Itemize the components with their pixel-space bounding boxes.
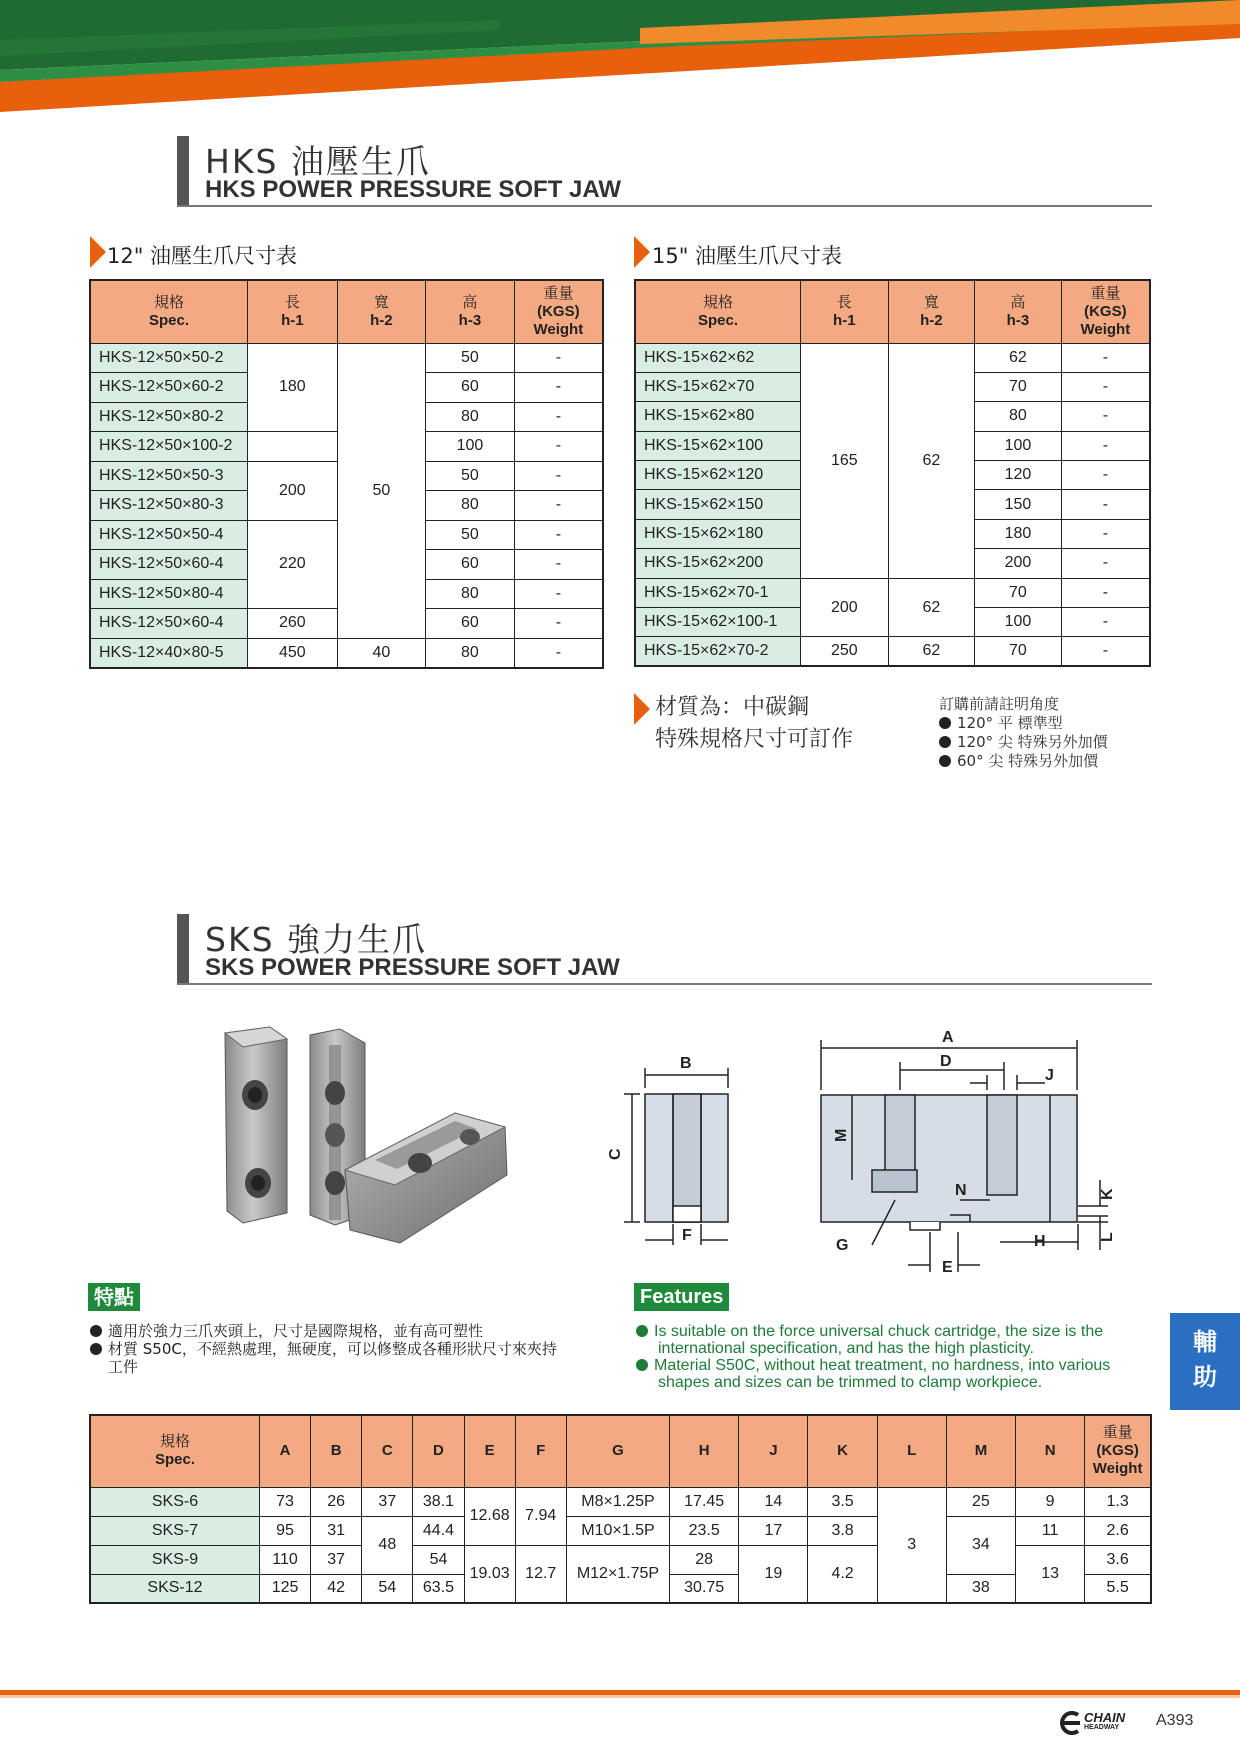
d-cell: 54 xyxy=(413,1545,464,1574)
d-cell: 38.1 xyxy=(413,1487,464,1516)
h-cell: 30.75 xyxy=(670,1574,739,1603)
c-cell: 54 xyxy=(362,1574,413,1603)
sks-section-title xyxy=(177,914,1152,981)
dim-label-a: A xyxy=(942,1029,954,1046)
weight-cell: - xyxy=(514,373,603,403)
header-m: M xyxy=(946,1415,1015,1487)
h2-cell: 40 xyxy=(337,638,426,668)
h3-cell: 100 xyxy=(426,432,515,462)
h-cell: 17.45 xyxy=(670,1487,739,1516)
weight-cell: - xyxy=(514,402,603,432)
hks-15-table xyxy=(634,279,1151,667)
feature-en-item: Is suitable on the force universal chuck cartridge, the size is the xyxy=(636,1323,1156,1340)
b-cell: 37 xyxy=(311,1545,362,1574)
h1-cell: 260 xyxy=(248,609,338,639)
h3-cell: 100 xyxy=(975,431,1062,460)
h3-cell: 80 xyxy=(426,579,515,609)
weight-cell: - xyxy=(1061,519,1150,548)
k-cell: 3.5 xyxy=(808,1487,877,1516)
bullet-icon xyxy=(90,1325,102,1337)
hks-section-title xyxy=(177,136,1152,203)
weight-cell: - xyxy=(514,550,603,580)
footer-band xyxy=(0,1690,1240,1753)
feature-cn-item-cont: 工件 xyxy=(108,1358,139,1376)
weight-cell: - xyxy=(1061,637,1150,666)
c-cell: 37 xyxy=(362,1487,413,1516)
spec-cell: HKS-15×62×80 xyxy=(635,402,801,431)
h2-cell: 50 xyxy=(337,343,426,638)
header-a: A xyxy=(259,1415,310,1487)
spec-cell: HKS-15×62×150 xyxy=(635,490,801,519)
weight-cell: - xyxy=(514,432,603,462)
j-cell: 19 xyxy=(739,1545,808,1603)
h3-cell: 50 xyxy=(426,520,515,550)
dim-label-k: K xyxy=(1099,1188,1116,1200)
weight-cell: 1.3 xyxy=(1085,1487,1151,1516)
spec-cell: HKS-12×50×50-3 xyxy=(90,461,248,491)
k-cell: 3.8 xyxy=(808,1516,877,1545)
f-cell: 12.7 xyxy=(515,1545,566,1603)
h3-cell: 100 xyxy=(975,608,1062,637)
header-b: B xyxy=(311,1415,362,1487)
b-cell: 31 xyxy=(311,1516,362,1545)
n-cell: 11 xyxy=(1016,1516,1085,1545)
spec-cell: HKS-12×50×60-4 xyxy=(90,609,248,639)
spec-cell: HKS-12×50×80-4 xyxy=(90,579,248,609)
h3-cell: 70 xyxy=(975,578,1062,607)
m-cell: 38 xyxy=(946,1574,1015,1603)
side-tab-char2: 助 xyxy=(1193,1363,1217,1391)
h2-cell: 62 xyxy=(888,578,975,637)
features-cn xyxy=(90,1322,610,1376)
material-note xyxy=(655,692,853,756)
e-cell: 19.03 xyxy=(464,1545,515,1603)
angle-item: 120° 尖 特殊另外加價 xyxy=(939,733,1108,752)
header-weight: 重量 (KGS) Weight xyxy=(1061,280,1150,343)
spec-cell: SKS-6 xyxy=(90,1487,259,1516)
table-header-row xyxy=(90,280,603,343)
spec-cell: HKS-12×50×60-4 xyxy=(90,550,248,580)
header-g: G xyxy=(566,1415,669,1487)
weight-cell: - xyxy=(1061,372,1150,401)
title-rule xyxy=(177,983,1152,985)
h3-cell: 50 xyxy=(426,343,515,373)
header-k: K xyxy=(808,1415,877,1487)
hks-title-cn: HKS 油壓生爪 xyxy=(205,142,431,181)
spec-cell: SKS-12 xyxy=(90,1574,259,1603)
weight-cell: - xyxy=(514,520,603,550)
dim-label-j: J xyxy=(1045,1067,1054,1084)
k-cell: 4.2 xyxy=(808,1545,877,1603)
spec-cell: HKS-15×62×70-2 xyxy=(635,637,801,666)
table-row xyxy=(90,1487,1151,1516)
feature-en-item-cont: international specification, and has the high plasticity. xyxy=(658,1340,1034,1357)
table-row xyxy=(90,343,603,373)
g-cell: M8×1.25P xyxy=(566,1487,669,1516)
h1-cell: 200 xyxy=(801,578,889,637)
side-tab-char1: 輔 xyxy=(1193,1328,1217,1356)
a-cell: 110 xyxy=(259,1545,310,1574)
title-rule xyxy=(177,205,1152,207)
dim-label-d: D xyxy=(940,1053,952,1070)
weight-cell: - xyxy=(1061,578,1150,607)
features-cn-badge: 特點 xyxy=(88,1283,140,1311)
header-n: N xyxy=(1016,1415,1085,1487)
spec-cell: SKS-7 xyxy=(90,1516,259,1545)
angle-note xyxy=(939,695,1108,771)
header-spec: 規格 Spec. xyxy=(90,1415,259,1487)
g-cell: M10×1.5P xyxy=(566,1516,669,1545)
weight-cell: - xyxy=(514,609,603,639)
g-cell: M12×1.75P xyxy=(566,1545,669,1603)
brand-logo xyxy=(1056,1709,1136,1739)
bullet-icon xyxy=(90,1343,102,1355)
table-row xyxy=(635,578,1150,607)
header-d: D xyxy=(413,1415,464,1487)
header-weight: 重量 (KGS) Weight xyxy=(514,280,603,343)
page-number: A393 xyxy=(1156,1712,1194,1729)
sks-table xyxy=(89,1414,1152,1604)
l-cell: 3 xyxy=(877,1487,946,1603)
weight-cell: 5.5 xyxy=(1085,1574,1151,1603)
table15-title: 15" 油壓生爪尺寸表 xyxy=(652,244,843,268)
b-cell: 42 xyxy=(311,1574,362,1603)
bullet-icon xyxy=(939,717,951,729)
material-line1: 材質為：中碳鋼 xyxy=(655,695,810,720)
table12-title: 12" 油壓生爪尺寸表 xyxy=(107,244,298,268)
e-cell: 12.68 xyxy=(464,1487,515,1545)
h3-cell: 180 xyxy=(975,519,1062,548)
dim-label-h: H xyxy=(1034,1233,1046,1250)
spec-cell: HKS-12×50×80-2 xyxy=(90,402,248,432)
a-cell: 125 xyxy=(259,1574,310,1603)
m-cell: 34 xyxy=(946,1516,1015,1574)
soft-jaw-product-image xyxy=(215,1025,515,1265)
angle-item: 60° 尖 特殊另外加價 xyxy=(939,752,1108,771)
header-h3: 高 h-3 xyxy=(426,280,515,343)
features-en xyxy=(636,1323,1156,1391)
header-h3: 高 h-3 xyxy=(975,280,1062,343)
h3-cell: 120 xyxy=(975,461,1062,490)
m-cell: 25 xyxy=(946,1487,1015,1516)
spec-cell: HKS-12×40×80-5 xyxy=(90,638,248,668)
weight-cell: - xyxy=(1061,461,1150,490)
weight-cell: - xyxy=(1061,343,1150,372)
a-cell: 73 xyxy=(259,1487,310,1516)
h1-cell: 450 xyxy=(248,638,338,668)
dim-label-g: G xyxy=(836,1237,849,1254)
feature-cn-item: 材質 S50C，不經熱處理，無硬度，可以修整成各種形狀尺寸來夾持 xyxy=(90,1340,610,1358)
spec-cell: HKS-15×62×200 xyxy=(635,549,801,578)
header-f: F xyxy=(515,1415,566,1487)
features-en-badge: Features xyxy=(634,1283,729,1311)
h3-cell: 80 xyxy=(426,491,515,521)
weight-cell: - xyxy=(514,491,603,521)
n-cell: 13 xyxy=(1016,1545,1085,1603)
d-cell: 63.5 xyxy=(413,1574,464,1603)
dim-label-b: B xyxy=(680,1055,692,1072)
d-cell: 44.4 xyxy=(413,1516,464,1545)
angle-item: 120° 平 標準型 xyxy=(939,714,1108,733)
bullet-icon xyxy=(636,1325,648,1337)
table-row xyxy=(90,1516,1151,1545)
h1-cell: 180 xyxy=(248,343,338,432)
dim-label-f: F xyxy=(682,1227,692,1244)
weight-cell: - xyxy=(1061,608,1150,637)
dim-label-n: N xyxy=(955,1182,967,1199)
weight-cell: - xyxy=(1061,490,1150,519)
h3-cell: 80 xyxy=(426,638,515,668)
h3-cell: 62 xyxy=(975,343,1062,372)
dim-label-l: L xyxy=(1099,1232,1116,1242)
h3-cell: 60 xyxy=(426,373,515,403)
side-tab-accessories[interactable] xyxy=(1170,1313,1240,1410)
spec-cell: HKS-12×50×60-2 xyxy=(90,373,248,403)
feature-cn-item: 適用於強力三爪夾頭上，尺寸是國際規格，並有高可塑性 xyxy=(90,1322,610,1340)
h1-cell: 250 xyxy=(801,637,889,666)
table-row xyxy=(635,637,1150,666)
h2-cell: 62 xyxy=(888,343,975,578)
h3-cell: 200 xyxy=(975,549,1062,578)
spec-cell: HKS-12×50×50-4 xyxy=(90,520,248,550)
spec-cell: HKS-15×62×100 xyxy=(635,431,801,460)
header-l: L xyxy=(877,1415,946,1487)
spec-cell: SKS-9 xyxy=(90,1545,259,1574)
weight-cell: - xyxy=(514,343,603,373)
header-c: C xyxy=(362,1415,413,1487)
feature-en-item: Material S50C, without heat treatment, no hardness, into various xyxy=(636,1357,1156,1374)
triangle-marker-icon xyxy=(90,236,106,268)
h3-cell: 70 xyxy=(975,637,1062,666)
weight-cell: - xyxy=(514,579,603,609)
weight-cell: - xyxy=(514,638,603,668)
spec-cell: HKS-15×62×120 xyxy=(635,461,801,490)
header-j: J xyxy=(739,1415,808,1487)
brand-subname: HEADWAY xyxy=(1084,1724,1120,1731)
brand-name: CHAIN xyxy=(1084,1710,1126,1725)
chain-logo-icon xyxy=(1056,1711,1082,1735)
b-cell: 26 xyxy=(311,1487,362,1516)
weight-cell: - xyxy=(1061,431,1150,460)
title-bar xyxy=(177,136,189,206)
table-header-row xyxy=(90,1415,1151,1487)
header-spec: 規格 Spec. xyxy=(635,280,801,343)
spec-cell: HKS-12×50×50-2 xyxy=(90,343,248,373)
feature-en-item-cont: shapes and sizes can be trimmed to clamp workpiece. xyxy=(658,1374,1043,1391)
material-line2: 特殊規格尺寸可訂作 xyxy=(655,727,854,752)
h1-cell-empty xyxy=(248,432,338,462)
spec-cell: HKS-15×62×70-1 xyxy=(635,578,801,607)
top-banner xyxy=(0,0,1240,120)
weight-cell: 2.6 xyxy=(1085,1516,1151,1545)
bullet-icon xyxy=(939,755,951,767)
h-cell: 23.5 xyxy=(670,1516,739,1545)
spec-cell: HKS-12×50×100-2 xyxy=(90,432,248,462)
spec-cell: HKS-15×62×70 xyxy=(635,372,801,401)
title-bar xyxy=(177,914,189,984)
header-spec: 規格 Spec. xyxy=(90,280,248,343)
h3-cell: 80 xyxy=(426,402,515,432)
dim-label-m: M xyxy=(833,1128,850,1142)
sks-dimension-drawing xyxy=(600,1010,1116,1280)
sks-title-en: SKS POWER PRESSURE SOFT JAW xyxy=(205,954,620,981)
dim-label-e: E xyxy=(942,1259,953,1276)
j-cell: 17 xyxy=(739,1516,808,1545)
header-weight: 重量 (KGS) Weight xyxy=(1085,1415,1151,1487)
h1-cell: 165 xyxy=(801,343,889,578)
hks-12-table xyxy=(89,279,604,669)
hks-title-en: HKS POWER PRESSURE SOFT JAW xyxy=(205,176,622,203)
spec-cell: HKS-15×62×62 xyxy=(635,343,801,372)
spec-cell: HKS-12×50×80-3 xyxy=(90,491,248,521)
triangle-marker-icon xyxy=(634,693,650,725)
j-cell: 14 xyxy=(739,1487,808,1516)
header-h2: 寬 h-2 xyxy=(888,280,975,343)
weight-cell: 3.6 xyxy=(1085,1545,1151,1574)
angle-note-title: 訂購前請註明角度 xyxy=(939,695,1060,713)
f-cell: 7.94 xyxy=(515,1487,566,1545)
header-h2: 寬 h-2 xyxy=(337,280,426,343)
sks-title-cn: SKS 強力生爪 xyxy=(205,920,428,959)
header-e: E xyxy=(464,1415,515,1487)
h3-cell: 60 xyxy=(426,550,515,580)
h3-cell: 80 xyxy=(975,402,1062,431)
table-header-row xyxy=(635,280,1150,343)
table-row xyxy=(90,638,603,668)
weight-cell: - xyxy=(1061,549,1150,578)
dim-label-c: C xyxy=(607,1148,624,1160)
n-cell: 9 xyxy=(1016,1487,1085,1516)
header-h1: 長 h-1 xyxy=(248,280,338,343)
header-h: H xyxy=(670,1415,739,1487)
h3-cell: 60 xyxy=(426,609,515,639)
h3-cell: 50 xyxy=(426,461,515,491)
triangle-marker-icon xyxy=(634,236,650,268)
bullet-icon xyxy=(636,1359,648,1371)
h3-cell: 70 xyxy=(975,372,1062,401)
c-cell: 48 xyxy=(362,1516,413,1574)
h3-cell: 150 xyxy=(975,490,1062,519)
h2-cell: 62 xyxy=(888,637,975,666)
bullet-icon xyxy=(939,736,951,748)
h1-cell: 200 xyxy=(248,461,338,520)
spec-cell: HKS-15×62×180 xyxy=(635,519,801,548)
header-h1: 長 h-1 xyxy=(801,280,889,343)
table-row xyxy=(635,343,1150,372)
a-cell: 95 xyxy=(259,1516,310,1545)
h-cell: 28 xyxy=(670,1545,739,1574)
weight-cell: - xyxy=(514,461,603,491)
h1-cell: 220 xyxy=(248,520,338,609)
spec-cell: HKS-15×62×100-1 xyxy=(635,608,801,637)
weight-cell: - xyxy=(1061,402,1150,431)
